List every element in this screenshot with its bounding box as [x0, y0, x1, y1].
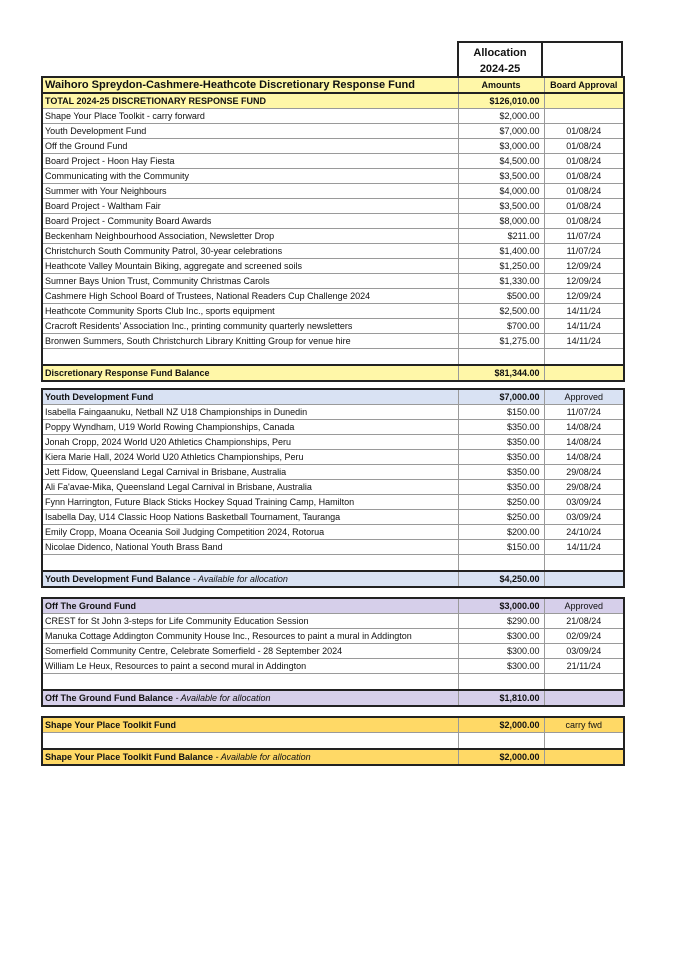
- amounts-column-header: Amounts: [458, 77, 544, 93]
- allocation-header-spacer: [543, 41, 623, 77]
- row-description: Manuka Cottage Addington Community House Inc., Resources to paint a mural in Addington: [42, 629, 458, 644]
- table-row: [42, 169, 624, 184]
- blank-row: [42, 349, 624, 365]
- ydf-balance-row: [42, 571, 624, 587]
- row-amount: $4,000.00: [458, 184, 544, 199]
- syp-balance-amount: $2,000.00: [458, 749, 544, 765]
- ydf-title-row: [42, 389, 624, 405]
- row-approval-date: [544, 109, 624, 124]
- table-row: [42, 659, 624, 674]
- row-approval-date: 02/09/24: [544, 629, 624, 644]
- row-amount: $8,000.00: [458, 214, 544, 229]
- table-row: [42, 614, 624, 629]
- row-description: Ali Fa'avae-Mika, Queensland Legal Carnival in Brisbane, Australia: [42, 480, 458, 495]
- row-amount: $350.00: [458, 435, 544, 450]
- row-approval-date: 03/09/24: [544, 644, 624, 659]
- row-approval-date: 14/08/24: [544, 450, 624, 465]
- row-approval-date: 11/07/24: [544, 405, 624, 420]
- ydf-balance-label-cell: [42, 571, 458, 587]
- table-row: [42, 244, 624, 259]
- row-amount: $211.00: [458, 229, 544, 244]
- table-row: [42, 319, 624, 334]
- otg-amount: $3,000.00: [458, 598, 544, 614]
- syp-title: Shape Your Place Toolkit Fund: [42, 717, 458, 733]
- row-approval-date: 21/08/24: [544, 614, 624, 629]
- row-approval-date: 14/11/24: [544, 334, 624, 349]
- row-amount: $150.00: [458, 405, 544, 420]
- row-description: Somerfield Community Centre, Celebrate Somerfield - 28 September 2024: [42, 644, 458, 659]
- row-amount: $3,500.00: [458, 199, 544, 214]
- row-amount: $4,500.00: [458, 154, 544, 169]
- row-approval-date: 29/08/24: [544, 465, 624, 480]
- syp-status: carry fwd: [544, 717, 624, 733]
- total-label: TOTAL 2024-25 DISCRETIONARY RESPONSE FUND: [42, 93, 458, 109]
- row-description: Jonah Cropp, 2024 World U20 Athletics Championships, Peru: [42, 435, 458, 450]
- row-description: Bronwen Summers, South Christchurch Library Knitting Group for venue hire: [42, 334, 458, 349]
- ydf-balance-note: - Available for allocation: [190, 573, 288, 584]
- fund-title-row: [42, 77, 624, 93]
- syp-balance-label-cell: [42, 749, 458, 765]
- row-approval-date: 12/09/24: [544, 259, 624, 274]
- row-description: Christchurch South Community Patrol, 30-year celebrations: [42, 244, 458, 259]
- row-approval-date: 14/08/24: [544, 420, 624, 435]
- row-description: CREST for St John 3-steps for Life Community Education Session: [42, 614, 458, 629]
- row-description: Sumner Bays Union Trust, Community Christmas Carols: [42, 274, 458, 289]
- otg-balance-row: [42, 690, 624, 706]
- table-row: [42, 525, 624, 540]
- table-row: [42, 289, 624, 304]
- row-approval-date: 29/08/24: [544, 480, 624, 495]
- row-approval-date: 11/07/24: [544, 244, 624, 259]
- off-the-ground-fund-table: [41, 597, 625, 707]
- row-amount: $150.00: [458, 540, 544, 555]
- row-amount: $290.00: [458, 614, 544, 629]
- row-amount: $1,250.00: [458, 259, 544, 274]
- row-approval-date: 01/08/24: [544, 199, 624, 214]
- discretionary-response-fund-table: [41, 76, 625, 382]
- table-row: [42, 184, 624, 199]
- table-row: [42, 510, 624, 525]
- drf-balance-label: Discretionary Response Fund Balance: [42, 365, 458, 381]
- otg-title-row: [42, 598, 624, 614]
- row-description: Board Project - Waltham Fair: [42, 199, 458, 214]
- row-description: William Le Heux, Resources to paint a second mural in Addington: [42, 659, 458, 674]
- row-approval-date: 14/08/24: [544, 435, 624, 450]
- table-row: [42, 644, 624, 659]
- row-approval-date: 14/11/24: [544, 540, 624, 555]
- otg-rows: [42, 614, 624, 674]
- row-description: Jett Fidow, Queensland Legal Carnival in Brisbane, Australia: [42, 465, 458, 480]
- row-approval-date: 01/08/24: [544, 214, 624, 229]
- row-description: Shape Your Place Toolkit - carry forward: [42, 109, 458, 124]
- table-row: [42, 124, 624, 139]
- otg-balance-note: - Available for allocation: [173, 692, 271, 703]
- otg-balance-label-cell: [42, 690, 458, 706]
- row-description: Isabella Day, U14 Classic Hoop Nations Basketball Tournament, Tauranga: [42, 510, 458, 525]
- row-approval-date: 01/08/24: [544, 169, 624, 184]
- syp-title-row: [42, 717, 624, 733]
- row-description: Off the Ground Fund: [42, 139, 458, 154]
- drf-balance-approval: [544, 365, 624, 381]
- row-description: Cashmere High School Board of Trustees, National Readers Cup Challenge 2024: [42, 289, 458, 304]
- ydf-rows: [42, 405, 624, 555]
- row-description: Summer with Your Neighbours: [42, 184, 458, 199]
- table-row: [42, 405, 624, 420]
- row-amount: $350.00: [458, 420, 544, 435]
- row-amount: $500.00: [458, 289, 544, 304]
- otg-title: Off The Ground Fund: [42, 598, 458, 614]
- row-amount: $1,400.00: [458, 244, 544, 259]
- ydf-balance-approval: [544, 571, 624, 587]
- table-row: [42, 259, 624, 274]
- otg-status: Approved: [544, 598, 624, 614]
- total-approval: [544, 93, 624, 109]
- table-row: [42, 214, 624, 229]
- row-approval-date: 11/07/24: [544, 229, 624, 244]
- row-approval-date: 01/08/24: [544, 154, 624, 169]
- syp-balance-row: [42, 749, 624, 765]
- row-approval-date: 24/10/24: [544, 525, 624, 540]
- ydf-amount: $7,000.00: [458, 389, 544, 405]
- row-amount: $1,330.00: [458, 274, 544, 289]
- syp-balance-label: Shape Your Place Toolkit Fund Balance: [45, 751, 214, 762]
- row-amount: $1,275.00: [458, 334, 544, 349]
- row-amount: $3,500.00: [458, 169, 544, 184]
- row-amount: $300.00: [458, 629, 544, 644]
- ydf-title: Youth Development Fund: [42, 389, 458, 405]
- blank-row: [42, 674, 624, 690]
- ydf-balance-label: Youth Development Fund Balance: [45, 573, 191, 584]
- row-approval-date: 14/11/24: [544, 304, 624, 319]
- row-approval-date: 03/09/24: [544, 495, 624, 510]
- row-description: Cracroft Residents' Association Inc., printing community quarterly newsletters: [42, 319, 458, 334]
- row-description: Communicating with the Community: [42, 169, 458, 184]
- table-row: [42, 540, 624, 555]
- fund-title: Waihoro Spreydon-Cashmere-Heathcote Discretionary Response Fund: [42, 77, 458, 93]
- table-row: [42, 229, 624, 244]
- syp-balance-approval: [544, 749, 624, 765]
- row-amount: $250.00: [458, 510, 544, 525]
- drf-balance-row: [42, 365, 624, 381]
- allocation-header-line2: 2024-25: [479, 63, 521, 75]
- otg-balance-label: Off The Ground Fund Balance: [45, 692, 173, 703]
- table-row: [42, 154, 624, 169]
- row-description: Heathcote Community Sports Club Inc., sports equipment: [42, 304, 458, 319]
- allocation-header: [457, 41, 543, 77]
- row-approval-date: 12/09/24: [544, 274, 624, 289]
- row-description: Nicolae Didenco, National Youth Brass Band: [42, 540, 458, 555]
- row-description: Kiera Marie Hall, 2024 World U20 Athletics Championships, Peru: [42, 450, 458, 465]
- table-row: [42, 629, 624, 644]
- table-row: [42, 274, 624, 289]
- table-row: [42, 139, 624, 154]
- board-approval-column-header: Board Approval: [544, 77, 624, 93]
- row-approval-date: 01/08/24: [544, 124, 624, 139]
- row-approval-date: 01/08/24: [544, 139, 624, 154]
- row-amount: $250.00: [458, 495, 544, 510]
- row-approval-date: 21/11/24: [544, 659, 624, 674]
- row-approval-date: 14/11/24: [544, 319, 624, 334]
- row-amount: $200.00: [458, 525, 544, 540]
- table-row: [42, 304, 624, 319]
- row-amount: $300.00: [458, 644, 544, 659]
- row-amount: $3,000.00: [458, 139, 544, 154]
- table-row: [42, 334, 624, 349]
- row-amount: $700.00: [458, 319, 544, 334]
- table-row: [42, 435, 624, 450]
- row-amount: $300.00: [458, 659, 544, 674]
- row-approval-date: 01/08/24: [544, 184, 624, 199]
- syp-balance-note: - Available for allocation: [213, 751, 311, 762]
- blank-row: [42, 733, 624, 749]
- row-description: Heathcote Valley Mountain Biking, aggregate and screened soils: [42, 259, 458, 274]
- table-row: [42, 450, 624, 465]
- table-row: [42, 199, 624, 214]
- total-amount: $126,010.00: [458, 93, 544, 109]
- ydf-status: Approved: [544, 389, 624, 405]
- table-row: [42, 109, 624, 124]
- row-amount: $350.00: [458, 480, 544, 495]
- drf-balance-amount: $81,344.00: [458, 365, 544, 381]
- table-row: [42, 480, 624, 495]
- row-description: Isabella Faingaanuku, Netball NZ U18 Championships in Dunedin: [42, 405, 458, 420]
- table-row: [42, 465, 624, 480]
- row-amount: $7,000.00: [458, 124, 544, 139]
- row-description: Emily Cropp, Moana Oceania Soil Judging Competition 2024, Rotorua: [42, 525, 458, 540]
- table-row: [42, 495, 624, 510]
- allocation-header-line1: Allocation: [473, 47, 527, 59]
- row-description: Beckenham Neighbourhood Association, Newsletter Drop: [42, 229, 458, 244]
- row-description: Poppy Wyndham, U19 World Rowing Championships, Canada: [42, 420, 458, 435]
- row-approval-date: 12/09/24: [544, 289, 624, 304]
- ydf-balance-amount: $4,250.00: [458, 571, 544, 587]
- row-approval-date: 03/09/24: [544, 510, 624, 525]
- blank-row: [42, 555, 624, 571]
- youth-development-fund-table: [41, 388, 625, 588]
- shape-your-place-fund-table: [41, 716, 625, 766]
- row-description: Youth Development Fund: [42, 124, 458, 139]
- otg-balance-approval: [544, 690, 624, 706]
- row-description: Board Project - Community Board Awards: [42, 214, 458, 229]
- table-row: [42, 420, 624, 435]
- drf-rows: [42, 109, 624, 349]
- row-description: Fynn Harrington, Future Black Sticks Hockey Squad Training Camp, Hamilton: [42, 495, 458, 510]
- otg-balance-amount: $1,810.00: [458, 690, 544, 706]
- row-amount: $350.00: [458, 450, 544, 465]
- row-amount: $2,000.00: [458, 109, 544, 124]
- total-row: [42, 93, 624, 109]
- row-amount: $2,500.00: [458, 304, 544, 319]
- row-amount: $350.00: [458, 465, 544, 480]
- syp-amount: $2,000.00: [458, 717, 544, 733]
- row-description: Board Project - Hoon Hay Fiesta: [42, 154, 458, 169]
